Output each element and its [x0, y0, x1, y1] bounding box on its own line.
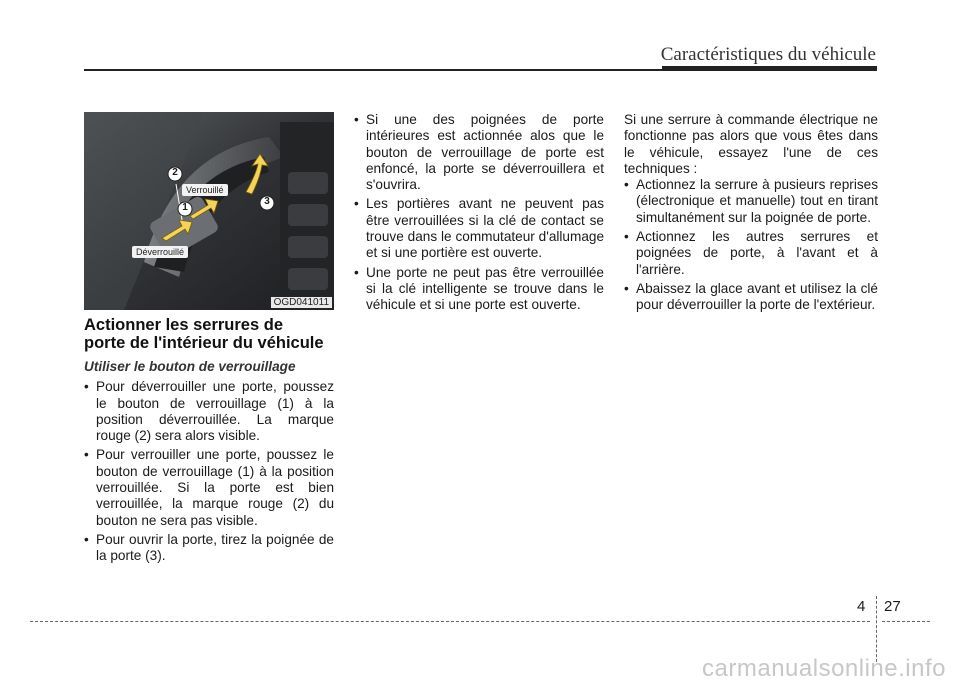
footer-divider	[876, 596, 877, 662]
list-item: • Les portières avant ne peuvent pas être verrouillées si la clé de contact se trouve dans le commutateur d'allumage et si une portière est ouverte.	[354, 196, 604, 261]
chapter-number: 4	[857, 598, 866, 615]
section-subtitle: Utiliser le bouton de verrouillage	[84, 359, 296, 374]
door-lock-photo	[84, 112, 334, 310]
column-1	[84, 316, 334, 568]
section-title	[84, 316, 334, 352]
footer-rule-right	[882, 621, 930, 622]
column3-bullet-list	[624, 177, 878, 313]
list-item: • Actionnez la serrure à pusieurs reprises (électronique et manuelle) tout en tirant simultanément sur la poignée de porte.	[624, 177, 878, 226]
door-handle-illustration	[84, 112, 334, 310]
list-item: • Si une des poignées de porte intérieures est actionnée alos que le bouton de verrouillage de porte est enfoncé, la porte se déverrouillera et s'ouvrira.	[354, 112, 604, 193]
label-unlocked: Déverrouillé	[132, 246, 188, 258]
figure-code: OGD041011	[271, 297, 332, 308]
label-locked: Verrouillé	[182, 184, 228, 196]
page-number: 27	[884, 598, 901, 615]
callout-3: 3	[264, 196, 270, 207]
column-2	[354, 112, 604, 317]
column3-intro: Si une serrure à commande électrique ne fonctionne pas alors que vous êtes dans le véhicule, essayez l'une de ces techniques :	[624, 112, 878, 176]
column-3	[624, 112, 878, 317]
footer-rule-left	[30, 621, 870, 622]
watermark: carmanualsonline.info	[702, 655, 946, 682]
section-title-line1: Actionner les serrures de	[84, 316, 283, 334]
list-item: • Pour ouvrir la porte, tirez la poignée de la porte (3).	[84, 532, 334, 565]
callout-1: 1	[182, 202, 188, 213]
callout-2: 2	[172, 167, 178, 178]
list-item: • Abaissez la glace avant et utilisez la clé pour déverrouiller la porte de l'extérieur.	[624, 281, 878, 314]
header-rule-accent	[662, 66, 877, 71]
section-bullet-list	[84, 379, 334, 564]
column2-bullet-list	[354, 112, 604, 314]
section-title-line2: porte de l'intérieur du véhicule	[84, 334, 324, 352]
list-item: • Actionnez les autres serrures et poignées de porte, à l'avant et à l'arrière.	[624, 229, 878, 278]
header-title: Caractéristiques du véhicule	[660, 44, 876, 65]
list-item: • Une porte ne peut pas être verrouillée si la clé intelligente se trouve dans le véhicule et si une porte est ouverte.	[354, 265, 604, 314]
list-item: • Pour déverrouiller une porte, poussez le bouton de verrouillage (1) à la position déverrouillée. La marque rouge (2) sera alors visible.	[84, 379, 334, 444]
list-item: • Pour verrouiller une porte, poussez le bouton de verrouillage (1) à la position verrouillée. Si la porte est bien verrouillée, la marque rouge (2) du bouton ne sera pas visible.	[84, 447, 334, 528]
